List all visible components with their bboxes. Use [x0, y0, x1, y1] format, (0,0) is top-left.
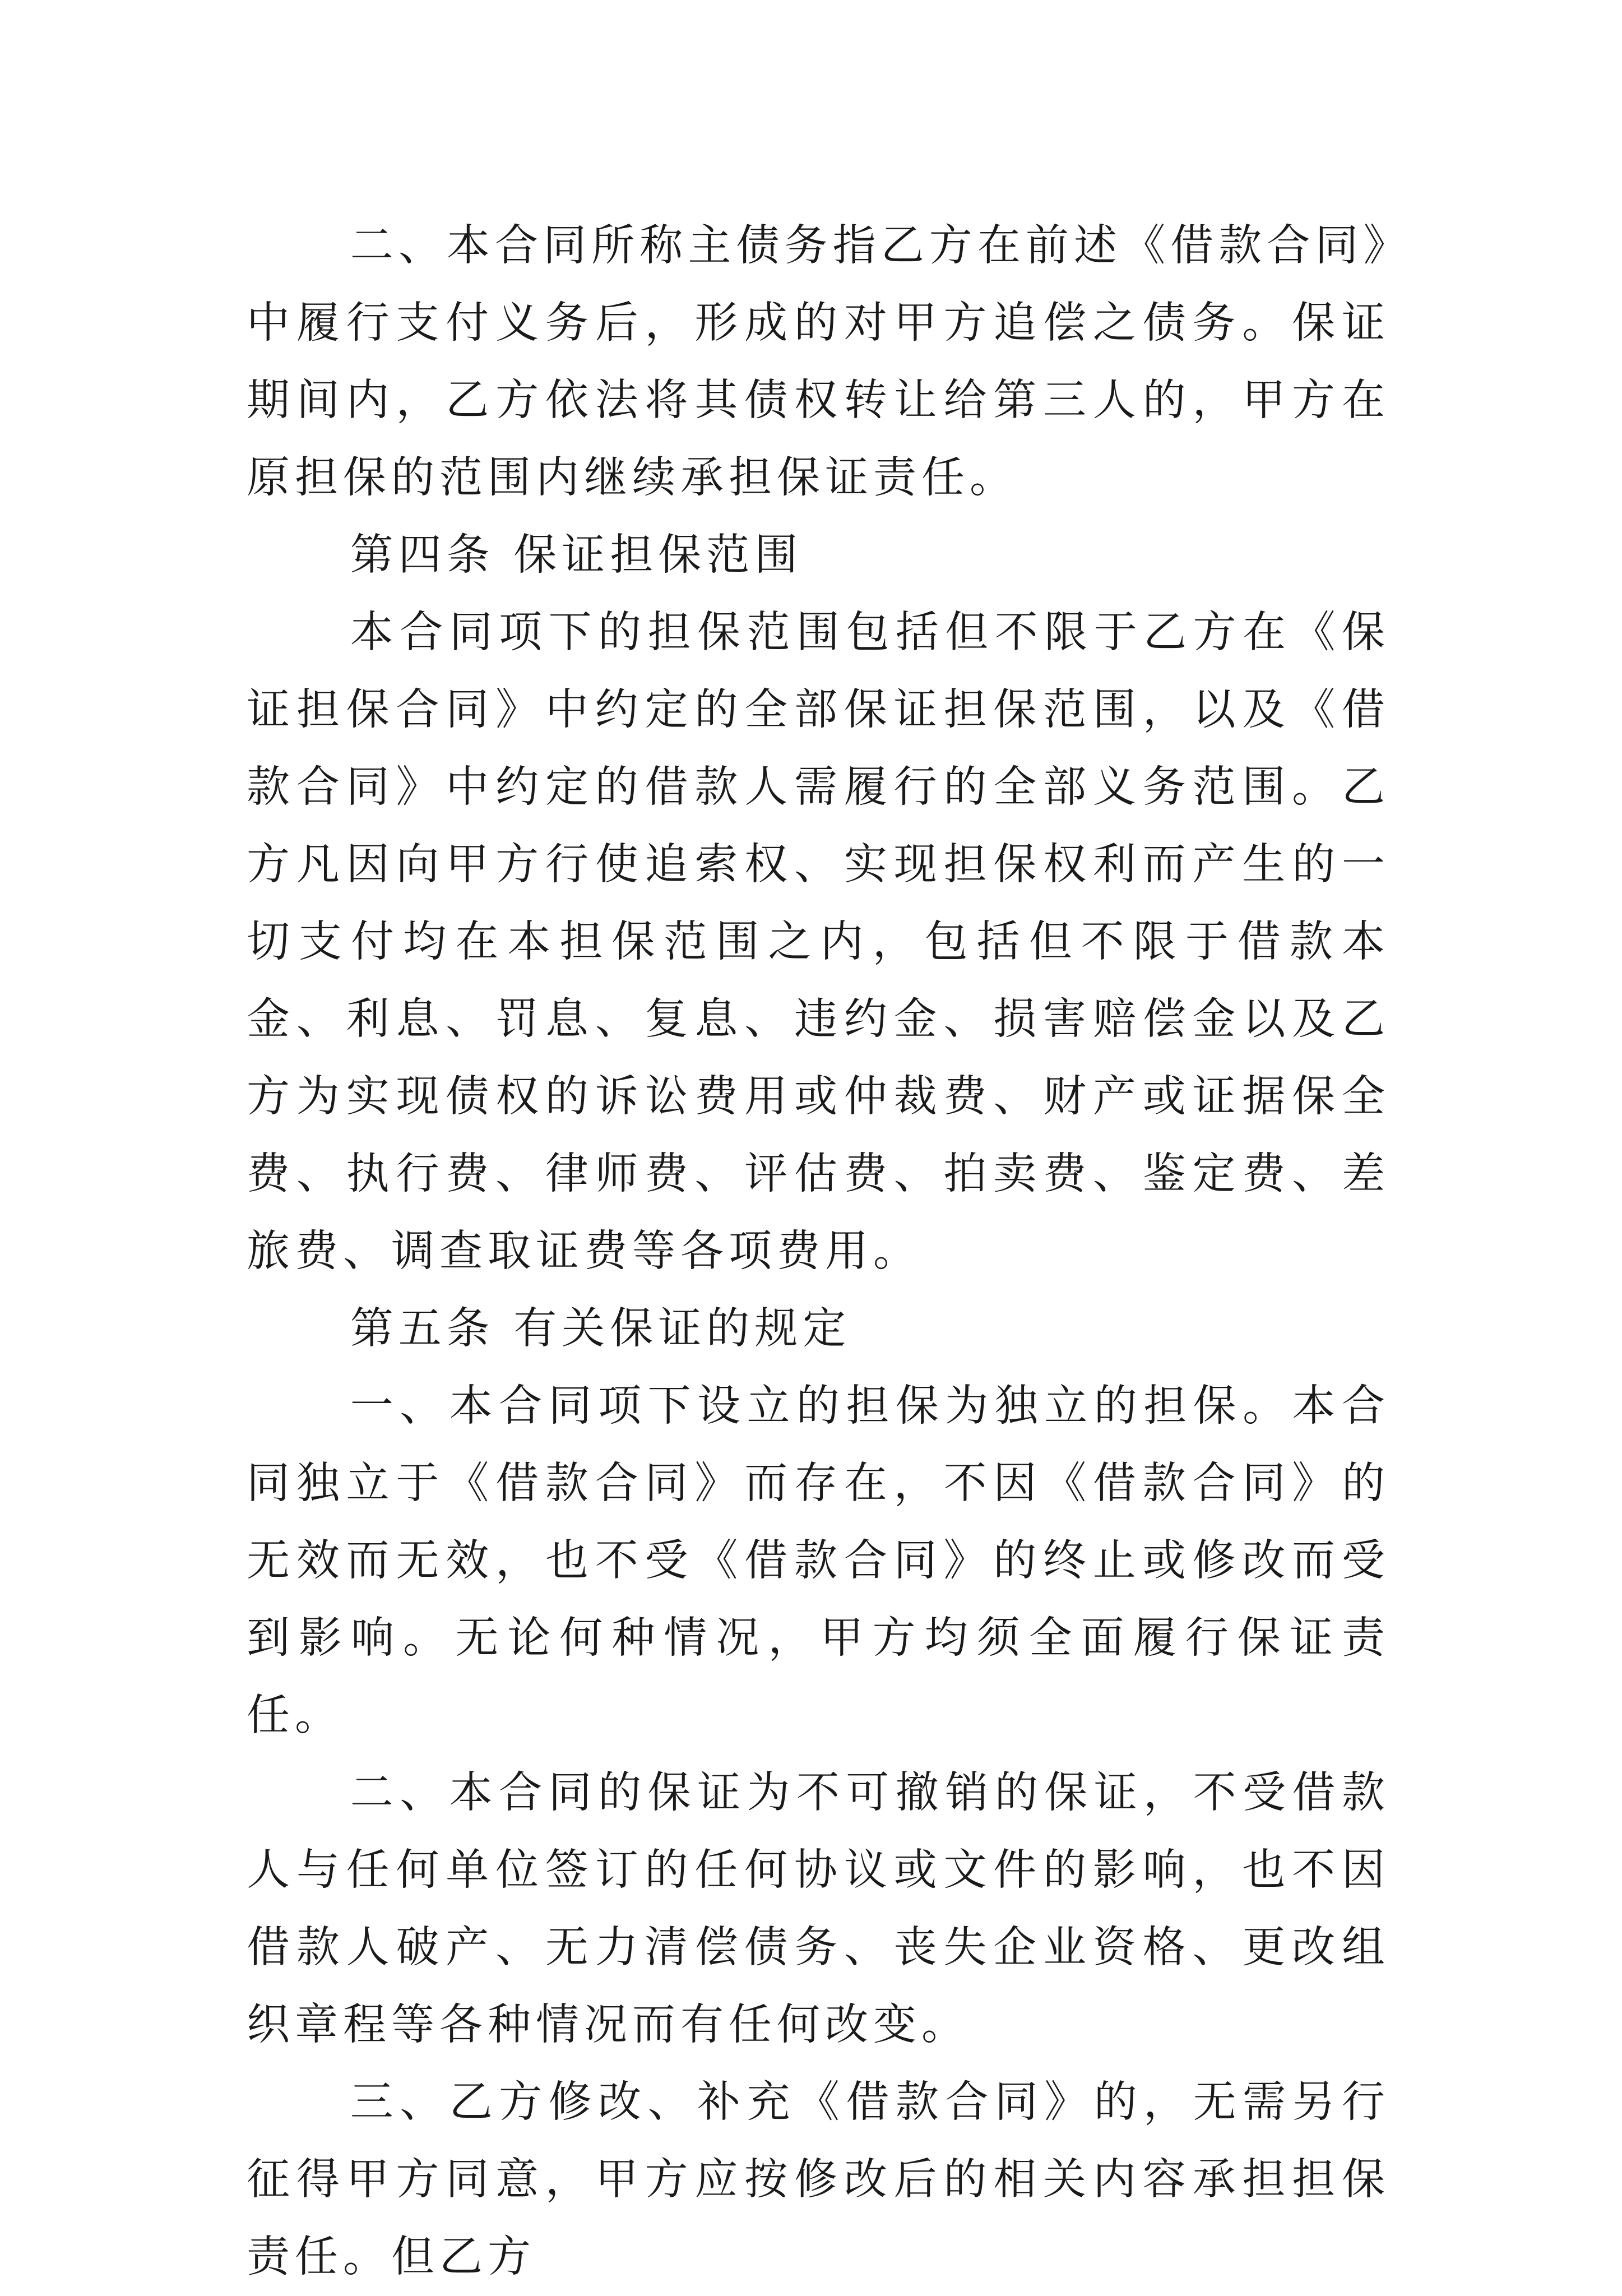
- document-body: [247, 207, 1390, 2296]
- paragraph-independent-guarantee: 一、本合同项下设立的担保为独立的担保。本合同独立于《借款合同》而存在，不因《借款合同》的无效而无效，也不受《借款合同》的终止或修改而受到影响。无论何种情况，甲方均须全面履行保证责任。: [247, 1381, 1390, 1740]
- heading-article-4: 第四条 保证担保范围: [350, 530, 803, 580]
- paragraph-contract-amendment: 三、乙方修改、补充《借款合同》的，无需另行征得甲方同意，甲方应按修改后的相关内容承担担保责任。但乙方: [247, 2077, 1390, 2282]
- heading-article-5: 第五条 有关保证的规定: [350, 1304, 851, 1354]
- paragraph-guarantee-scope: 本合同项下的担保范围包括但不限于乙方在《保证担保合同》中约定的全部保证担保范围，以及《借款合同》中约定的借款人需履行的全部义务范围。乙方凡因向甲方行使追索权、实现担保权利而产生的一切支付均在本担保范围之内，包括但不限于借款本金、利息、罚息、复息、违约金、损害赔偿金以及乙方为实现债权的诉讼费用或仲裁费、财产或证据保全费、执行费、律师费、评估费、拍卖费、鉴定费、差旅费、调查取证费等各项费用。: [247, 608, 1390, 1276]
- paragraph-primary-debt: 二、本合同所称主债务指乙方在前述《借款合同》中履行支付义务后，形成的对甲方追偿之债务。保证期间内，乙方依法将其债权转让给第三人的，甲方在原担保的范围内继续承担保证责任。: [247, 221, 1390, 503]
- paragraph-irrevocable-guarantee: 二、本合同的保证为不可撤销的保证，不受借款人与任何单位签订的任何协议或文件的影响，也不因借款人破产、无力清偿债务、丧失企业资格、更改组织章程等各种情况而有任何改变。: [247, 1768, 1390, 2050]
